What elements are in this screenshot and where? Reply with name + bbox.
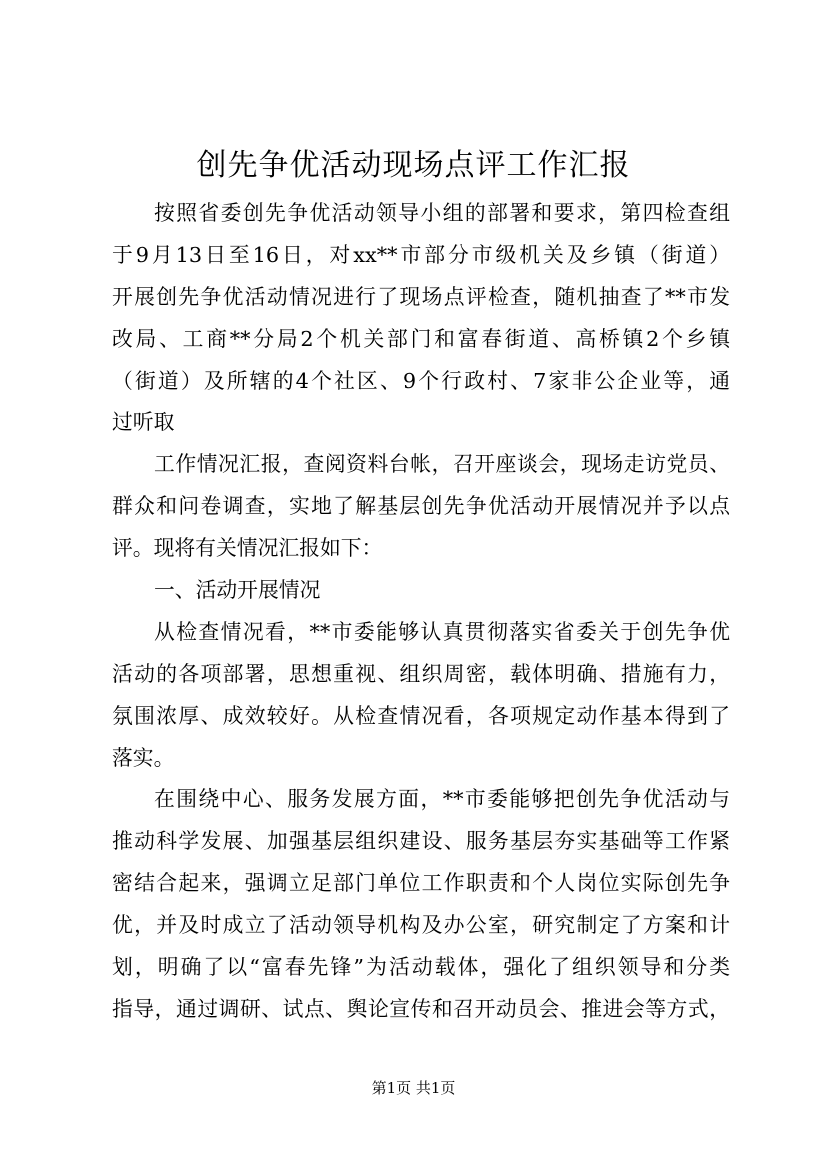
paragraph <box>112 612 730 780</box>
section-heading <box>112 570 730 612</box>
paragraph <box>112 193 730 444</box>
text-line: 工作情况汇报，查阅资料台帐，召开座谈会，现场走访党员、 <box>154 452 730 477</box>
page-footer: 第1页 共1页 <box>371 1079 456 1097</box>
text-line: 指导，通过调研、试点、舆论宣传和召开动员会、推进会等方式， <box>112 996 730 1021</box>
text-line: 划，明确了以“富春先锋”为活动载体，强化了组织领导和分类 <box>112 955 730 980</box>
text-line: 在围绕中心、服务发展方面，**市委能够把创先争优活动与 <box>154 787 730 812</box>
text-line: 落实。 <box>112 745 175 770</box>
text-line: 群众和问卷调查，实地了解基层创先争优活动开展情况并予以点 <box>112 494 730 519</box>
text-line: 从检查情况看，**市委能够认真贯彻落实省委关于创先争优 <box>154 619 730 644</box>
document-body <box>112 193 730 1031</box>
text-line: 优，并及时成立了活动领导机构及办公室，研究制定了方案和计 <box>112 913 730 938</box>
text-line: 推动科学发展、加强基层组织建设、服务基层夯实基础等工作紧 <box>112 829 730 854</box>
text-line: 按照省委创先争优活动领导小组的部署和要求，第四检查组 <box>154 201 730 225</box>
text-line: 开展创先争优活动情况进行了现场点评检查，随机抽查了**市发 <box>112 284 730 309</box>
text-line: 于9月13日至16日，对xx**市部分市级机关及乡镇（街道） <box>112 242 730 267</box>
document-title: 创先争优活动现场点评工作汇报 <box>196 148 631 183</box>
text-line: 评。现将有关情况汇报如下： <box>112 536 383 561</box>
text-line: 改局、工商**分局2个机关部门和富春街道、高桥镇2个乡镇 <box>112 326 730 351</box>
paragraph <box>112 779 730 1030</box>
text-line: （街道）及所辖的4个社区、9个行政村、7家非公企业等，通 <box>112 368 730 393</box>
paragraph <box>112 444 730 570</box>
text-line: 过听取 <box>112 410 175 435</box>
text-line: 密结合起来，强调立足部门单位工作职责和个人岗位实际创先争 <box>112 871 730 896</box>
text-line: 氛围浓厚、成效较好。从检查情况看，各项规定动作基本得到了 <box>112 703 730 728</box>
text-line: 活动的各项部署，思想重视、组织周密，载体明确、措施有力， <box>112 661 730 686</box>
text-line: 一、活动开展情况 <box>154 578 321 603</box>
